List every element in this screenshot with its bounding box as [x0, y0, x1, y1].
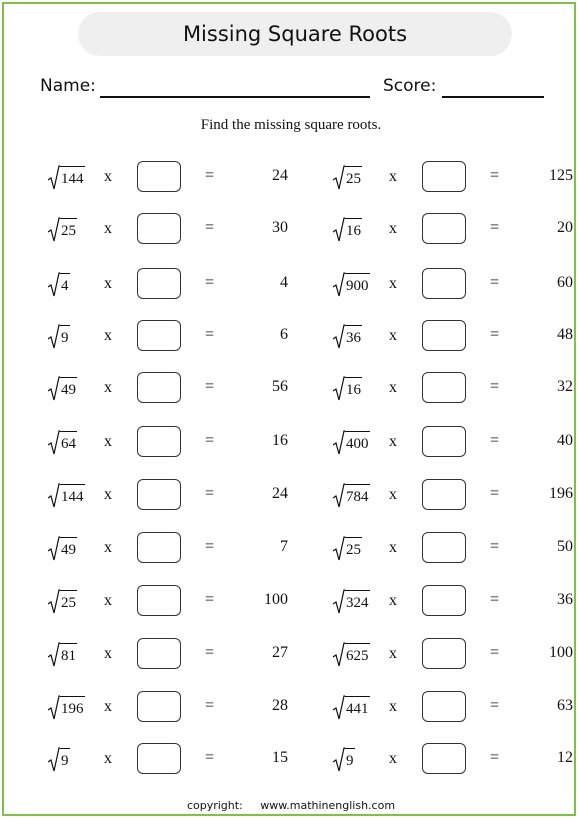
radicand: 144	[60, 166, 85, 191]
radical-sign-icon	[333, 376, 345, 402]
radicand: 196	[60, 696, 85, 721]
name-score-row	[40, 74, 546, 102]
square-root-expression	[333, 272, 370, 298]
times-sign: x	[104, 327, 112, 344]
radical-sign-icon	[333, 217, 345, 243]
product-value: 196	[549, 485, 573, 502]
equals-sign: =	[490, 326, 500, 343]
radical-sign-icon	[48, 747, 60, 773]
times-sign: x	[389, 698, 397, 715]
problem-row	[333, 479, 573, 513]
answer-box[interactable]	[422, 161, 466, 192]
times-sign: x	[104, 645, 112, 662]
radical-sign-icon	[48, 217, 60, 243]
square-root-expression	[48, 642, 77, 668]
product-value: 12	[557, 749, 573, 766]
equals-sign: =	[205, 591, 215, 608]
times-sign: x	[104, 486, 112, 503]
square-root-expression	[48, 483, 85, 509]
answer-box[interactable]	[422, 479, 466, 510]
equals-sign: =	[490, 274, 500, 291]
answer-box[interactable]	[422, 532, 466, 563]
product-value: 48	[557, 326, 573, 343]
times-sign: x	[104, 592, 112, 609]
name-label: Name:	[40, 76, 96, 96]
product-value: 24	[272, 485, 288, 502]
equals-sign: =	[490, 432, 500, 449]
square-root-expression	[333, 589, 370, 615]
square-root-expression	[48, 430, 77, 456]
equals-sign: =	[205, 378, 215, 395]
answer-box[interactable]	[137, 638, 181, 669]
radical-sign-icon	[48, 483, 60, 509]
radical-sign-icon	[48, 324, 60, 350]
radicand: 49	[60, 537, 77, 562]
radical-sign-icon	[333, 430, 345, 456]
equals-sign: =	[205, 219, 215, 236]
square-root-expression	[333, 642, 370, 668]
answer-box[interactable]	[422, 426, 466, 457]
radicand: 900	[345, 273, 370, 298]
answer-box[interactable]	[137, 320, 181, 351]
times-sign: x	[389, 168, 397, 185]
page-title: Missing Square Roots	[78, 12, 512, 56]
radicand: 441	[345, 696, 370, 721]
radicand: 36	[345, 325, 362, 350]
radical-sign-icon	[333, 483, 345, 509]
square-root-expression	[333, 536, 362, 562]
answer-box[interactable]	[422, 743, 466, 774]
product-value: 60	[557, 274, 573, 291]
square-root-expression	[333, 430, 370, 456]
radicand: 64	[60, 431, 77, 456]
problem-row	[333, 426, 573, 460]
radical-sign-icon	[48, 165, 60, 191]
product-value: 4	[280, 274, 288, 291]
equals-sign: =	[205, 326, 215, 343]
square-root-expression	[48, 165, 85, 191]
answer-box[interactable]	[137, 268, 181, 299]
equals-sign: =	[205, 432, 215, 449]
answer-box[interactable]	[137, 532, 181, 563]
times-sign: x	[104, 750, 112, 767]
radicand: 144	[60, 484, 85, 509]
radical-sign-icon	[333, 536, 345, 562]
square-root-expression	[333, 483, 370, 509]
problem-row	[48, 479, 288, 513]
radicand: 784	[345, 484, 370, 509]
square-root-expression	[48, 376, 77, 402]
problem-row	[48, 426, 288, 460]
radical-sign-icon	[48, 589, 60, 615]
worksheet-page	[2, 2, 576, 816]
square-root-expression	[333, 217, 362, 243]
square-root-expression	[48, 217, 77, 243]
answer-box[interactable]	[137, 426, 181, 457]
answer-box[interactable]	[422, 320, 466, 351]
square-root-expression	[48, 589, 77, 615]
radical-sign-icon	[333, 272, 345, 298]
answer-box[interactable]	[137, 372, 181, 403]
equals-sign: =	[205, 749, 215, 766]
problem-row	[333, 691, 573, 725]
equals-sign: =	[490, 538, 500, 555]
radicand: 9	[60, 748, 70, 773]
copyright-label: copyright:	[186, 799, 243, 812]
product-value: 28	[272, 697, 288, 714]
radical-sign-icon	[48, 642, 60, 668]
times-sign: x	[104, 220, 112, 237]
times-sign: x	[389, 592, 397, 609]
answer-box[interactable]	[422, 268, 466, 299]
answer-box[interactable]	[137, 479, 181, 510]
website-link[interactable]: www.mathinenglish.com	[260, 799, 396, 812]
times-sign: x	[389, 645, 397, 662]
problem-row	[333, 532, 573, 566]
product-value: 63	[557, 697, 573, 714]
times-sign: x	[104, 379, 112, 396]
answer-box[interactable]	[422, 638, 466, 669]
equals-sign: =	[490, 697, 500, 714]
product-value: 100	[264, 591, 288, 608]
radicand: 25	[345, 537, 362, 562]
times-sign: x	[389, 486, 397, 503]
problem-row	[333, 320, 573, 354]
problem-row	[333, 638, 573, 672]
times-sign: x	[104, 168, 112, 185]
times-sign: x	[389, 275, 397, 292]
product-value: 32	[557, 378, 573, 395]
square-root-expression	[333, 747, 355, 773]
equals-sign: =	[490, 378, 500, 395]
square-root-expression	[333, 376, 362, 402]
product-value: 27	[272, 644, 288, 661]
problem-row	[48, 743, 288, 777]
problem-row	[48, 691, 288, 725]
square-root-expression	[333, 165, 362, 191]
times-sign: x	[389, 433, 397, 450]
radicand: 25	[345, 166, 362, 191]
times-sign: x	[389, 539, 397, 556]
problem-row	[333, 743, 573, 777]
square-root-expression	[48, 272, 70, 298]
product-value: 30	[272, 219, 288, 236]
radical-sign-icon	[333, 747, 345, 773]
times-sign: x	[104, 275, 112, 292]
answer-box[interactable]	[422, 691, 466, 722]
times-sign: x	[389, 379, 397, 396]
radicand: 49	[60, 377, 77, 402]
radical-sign-icon	[48, 272, 60, 298]
problem-row	[48, 585, 288, 619]
square-root-expression	[48, 536, 77, 562]
radical-sign-icon	[333, 642, 345, 668]
answer-box[interactable]	[137, 161, 181, 192]
answer-box[interactable]	[137, 213, 181, 244]
times-sign: x	[104, 433, 112, 450]
equals-sign: =	[205, 167, 215, 184]
problem-row	[48, 372, 288, 406]
problem-row	[48, 268, 288, 302]
times-sign: x	[389, 327, 397, 344]
equals-sign: =	[205, 538, 215, 555]
square-root-expression	[333, 695, 370, 721]
answer-box[interactable]	[422, 372, 466, 403]
times-sign: x	[389, 220, 397, 237]
radical-sign-icon	[333, 695, 345, 721]
name-line[interactable]	[100, 96, 370, 98]
problem-row	[333, 372, 573, 406]
radicand: 25	[60, 590, 77, 615]
radicand: 16	[345, 377, 362, 402]
product-value: 125	[549, 167, 573, 184]
equals-sign: =	[205, 485, 215, 502]
equals-sign: =	[490, 591, 500, 608]
score-label: Score:	[383, 76, 437, 96]
radical-sign-icon	[48, 430, 60, 456]
problem-row	[333, 161, 573, 195]
equals-sign: =	[490, 219, 500, 236]
times-sign: x	[389, 750, 397, 767]
radicand: 324	[345, 590, 370, 615]
problem-row	[48, 161, 288, 195]
equals-sign: =	[490, 644, 500, 661]
product-value: 6	[280, 326, 288, 343]
problem-row	[48, 532, 288, 566]
square-root-expression	[48, 747, 70, 773]
product-value: 24	[272, 167, 288, 184]
square-root-expression	[48, 695, 85, 721]
radical-sign-icon	[48, 695, 60, 721]
product-value: 100	[549, 644, 573, 661]
radicand: 25	[60, 218, 77, 243]
radicand: 9	[60, 325, 70, 350]
problem-row	[48, 213, 288, 247]
product-value: 16	[272, 432, 288, 449]
answer-box[interactable]	[137, 585, 181, 616]
equals-sign: =	[205, 274, 215, 291]
equals-sign: =	[205, 697, 215, 714]
equals-sign: =	[205, 644, 215, 661]
times-sign: x	[104, 539, 112, 556]
square-root-expression	[333, 324, 362, 350]
radicand: 16	[345, 218, 362, 243]
product-value: 15	[272, 749, 288, 766]
radical-sign-icon	[48, 536, 60, 562]
times-sign: x	[104, 698, 112, 715]
problem-row	[48, 638, 288, 672]
equals-sign: =	[490, 485, 500, 502]
instruction: Find the missing square roots.	[200, 117, 382, 133]
product-value: 7	[280, 538, 288, 555]
product-value: 40	[557, 432, 573, 449]
radical-sign-icon	[48, 376, 60, 402]
square-root-expression	[48, 324, 70, 350]
answer-box[interactable]	[137, 691, 181, 722]
answer-box[interactable]	[422, 585, 466, 616]
problem-row	[48, 320, 288, 354]
product-value: 20	[557, 219, 573, 236]
footer	[4, 799, 578, 812]
product-value: 36	[557, 591, 573, 608]
radicand: 625	[345, 643, 370, 668]
score-line[interactable]	[442, 96, 544, 98]
product-value: 56	[272, 378, 288, 395]
radicand: 4	[60, 273, 70, 298]
answer-box[interactable]	[422, 213, 466, 244]
problem-row	[333, 585, 573, 619]
product-value: 50	[557, 538, 573, 555]
radicand: 9	[345, 748, 355, 773]
radical-sign-icon	[333, 589, 345, 615]
radical-sign-icon	[333, 324, 345, 350]
equals-sign: =	[490, 167, 500, 184]
radicand: 400	[345, 431, 370, 456]
radical-sign-icon	[333, 165, 345, 191]
equals-sign: =	[490, 749, 500, 766]
answer-box[interactable]	[137, 743, 181, 774]
problem-row	[333, 213, 573, 247]
problem-row	[333, 268, 573, 302]
radicand: 81	[60, 643, 77, 668]
